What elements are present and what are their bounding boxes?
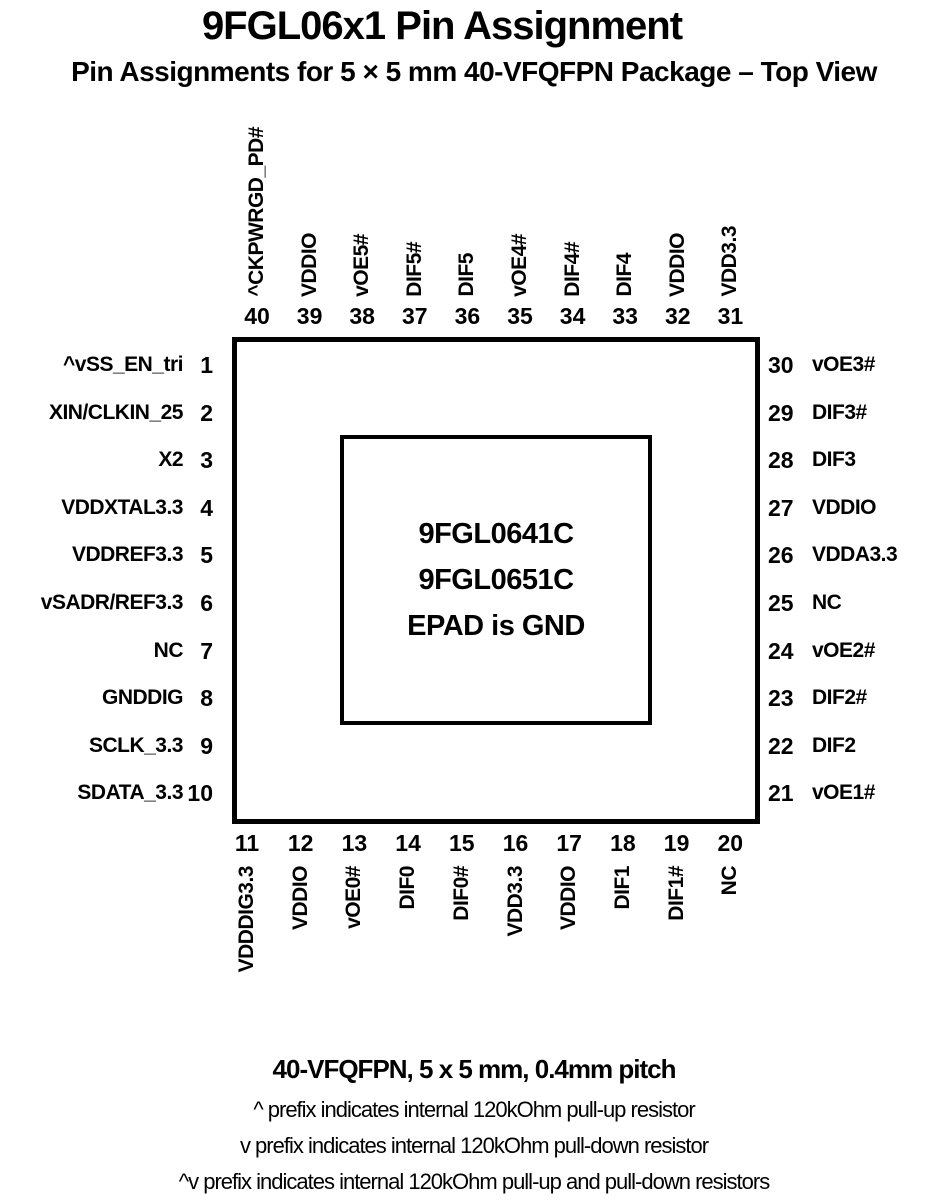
pin-number-33: 33 (612, 303, 638, 329)
pin-row-24 (768, 637, 875, 665)
pin-label-25: NC (812, 591, 842, 614)
pin-row-22 (768, 732, 856, 760)
pin-label-17: VDDIO (557, 866, 581, 931)
pin-label-21: vOE1# (812, 781, 875, 805)
pin-label-36: DIF5 (455, 253, 479, 297)
pin-number-5: 5 (200, 542, 213, 569)
pin-label-19: DIF1# (664, 866, 688, 921)
pin-label-16: VDD3.3 (503, 866, 527, 937)
pin-label-9: SCLK_3.3 (88, 733, 183, 757)
pin-number-29: 29 (768, 399, 794, 426)
pin-label-26: VDDA3.3 (812, 543, 898, 567)
pin-label-35: vOE4# (508, 234, 531, 297)
pin-number-37: 37 (402, 303, 428, 329)
pin-number-32: 32 (665, 303, 691, 329)
pin-row-29 (768, 399, 867, 427)
pin-row-30 (768, 351, 875, 379)
pin-number-18: 18 (610, 830, 636, 856)
pin-number-9: 9 (200, 732, 213, 759)
package-description: 40-VFQFPN, 5 x 5 mm, 0.4mm pitch (272, 1054, 676, 1084)
pin-number-28: 28 (768, 447, 794, 474)
pin-number-2: 2 (200, 399, 213, 426)
pin-row-2 (49, 399, 213, 427)
pin-number-22: 22 (768, 732, 794, 759)
pin-row-28 (768, 446, 856, 474)
pin-number-39: 39 (296, 303, 323, 329)
pin-label-33: DIF4 (613, 253, 637, 297)
pin-number-13: 13 (341, 830, 368, 856)
pin-label-1: ^vSS_EN_tri (63, 353, 183, 376)
pin-label-14: DIF0 (396, 866, 420, 910)
pin-row-1 (63, 351, 213, 379)
pin-number-10: 10 (187, 780, 213, 807)
footnote-pullup-pulldown: ^v prefix indicates internal 120kOhm pull-up and pull-down resistors (178, 1169, 770, 1194)
epad-outline (340, 435, 652, 725)
pin-label-39: VDDIO (297, 232, 321, 297)
pin-number-20: 20 (717, 830, 744, 856)
pin-label-13: vOE0# (342, 866, 366, 929)
page-subtitle: Pin Assignments for 5 × 5 mm 40-VFQFPN Package – Top View (71, 56, 877, 87)
pin-number-31: 31 (717, 303, 744, 329)
pin-row-27 (768, 494, 876, 522)
pin-number-6: 6 (200, 590, 213, 616)
pin-label-3: X2 (158, 448, 183, 472)
pin-number-11: 11 (234, 830, 260, 856)
pin-number-25: 25 (768, 590, 794, 616)
pin-label-38: vOE5# (350, 234, 374, 297)
pin-number-23: 23 (768, 685, 794, 712)
pin-label-5: VDDREF3.3 (71, 543, 183, 567)
footnote-pullup: ^ prefix indicates internal 120kOhm pull-up resistor (253, 1097, 695, 1122)
pin-label-23: DIF2# (812, 686, 867, 710)
pin-number-15: 15 (449, 830, 475, 856)
pin-label-15: DIF0# (449, 866, 473, 921)
pin-row-5 (72, 541, 213, 569)
pin-number-17: 17 (556, 830, 582, 856)
pin-number-26: 26 (768, 542, 794, 569)
pin-number-12: 12 (287, 830, 314, 856)
pin-label-28: DIF3 (812, 448, 856, 472)
pin-label-30: vOE3# (812, 353, 875, 376)
pin-number-16: 16 (502, 830, 529, 856)
pin-number-7: 7 (200, 637, 213, 664)
pin-label-32: VDDIO (665, 232, 689, 297)
page-title: 9FGL06x1 Pin Assignment (201, 4, 683, 48)
pin-row-8 (102, 684, 213, 712)
chip-part-number-2: 9FGL0651C (418, 564, 574, 596)
pin-number-38: 38 (349, 303, 375, 329)
pin-number-24: 24 (768, 637, 794, 664)
pin-number-8: 8 (200, 685, 213, 712)
pin-label-20: NC (718, 866, 742, 896)
pin-number-1: 1 (200, 352, 213, 378)
pin-row-7 (154, 637, 213, 665)
pin-label-31: VDD3.3 (718, 226, 742, 297)
pin-label-18: DIF1 (610, 866, 634, 910)
pin-label-10: SDATA_3.3 (77, 781, 183, 805)
pin-row-10 (77, 779, 213, 807)
pin-label-6: vSADR/REF3.3 (40, 591, 183, 614)
pin-number-14: 14 (395, 830, 421, 856)
pin-row-4 (61, 494, 213, 522)
pin-label-37: DIF5# (402, 242, 426, 297)
pin-number-4: 4 (200, 494, 213, 521)
pin-row-25 (768, 589, 841, 617)
pin-row-9 (89, 732, 213, 760)
pin-number-27: 27 (768, 494, 794, 521)
pin-label-40: ^CKPWRGD_PD# (245, 127, 268, 297)
pin-number-3: 3 (200, 447, 213, 474)
chip-epad-note: EPAD is GND (407, 610, 585, 642)
pin-label-4: VDDXTAL3.3 (61, 495, 183, 519)
pin-number-35: 35 (507, 303, 533, 329)
pin-label-22: DIF2 (812, 733, 856, 757)
pin-label-7: NC (153, 638, 183, 662)
pin-label-27: VDDIO (812, 495, 877, 519)
chip-part-number-1: 9FGL0641C (418, 518, 574, 550)
pin-label-2: XIN/CLKIN_25 (48, 400, 183, 424)
pin-label-34: DIF4# (560, 242, 584, 297)
pin-label-24: vOE2# (812, 638, 875, 662)
pin-label-29: DIF3# (812, 400, 867, 424)
pin-row-21 (768, 779, 875, 807)
pin-label-11: VDDDIG3.3 (235, 866, 258, 973)
pin-row-26 (768, 541, 897, 569)
pin-number-40: 40 (244, 303, 270, 329)
pin-number-30: 30 (768, 352, 794, 378)
pin-number-21: 21 (768, 780, 794, 807)
pin-label-8: GNDDIG (102, 686, 183, 710)
footnote-pulldown: v prefix indicates internal 120kOhm pull-down resistor (239, 1133, 709, 1158)
pin-row-3 (158, 446, 213, 474)
pin-number-34: 34 (559, 303, 586, 329)
pin-number-36: 36 (454, 303, 481, 329)
pin-number-19: 19 (663, 830, 690, 856)
pin-label-12: VDDIO (288, 866, 312, 931)
pin-row-6 (41, 589, 213, 617)
pin-row-23 (768, 684, 867, 712)
